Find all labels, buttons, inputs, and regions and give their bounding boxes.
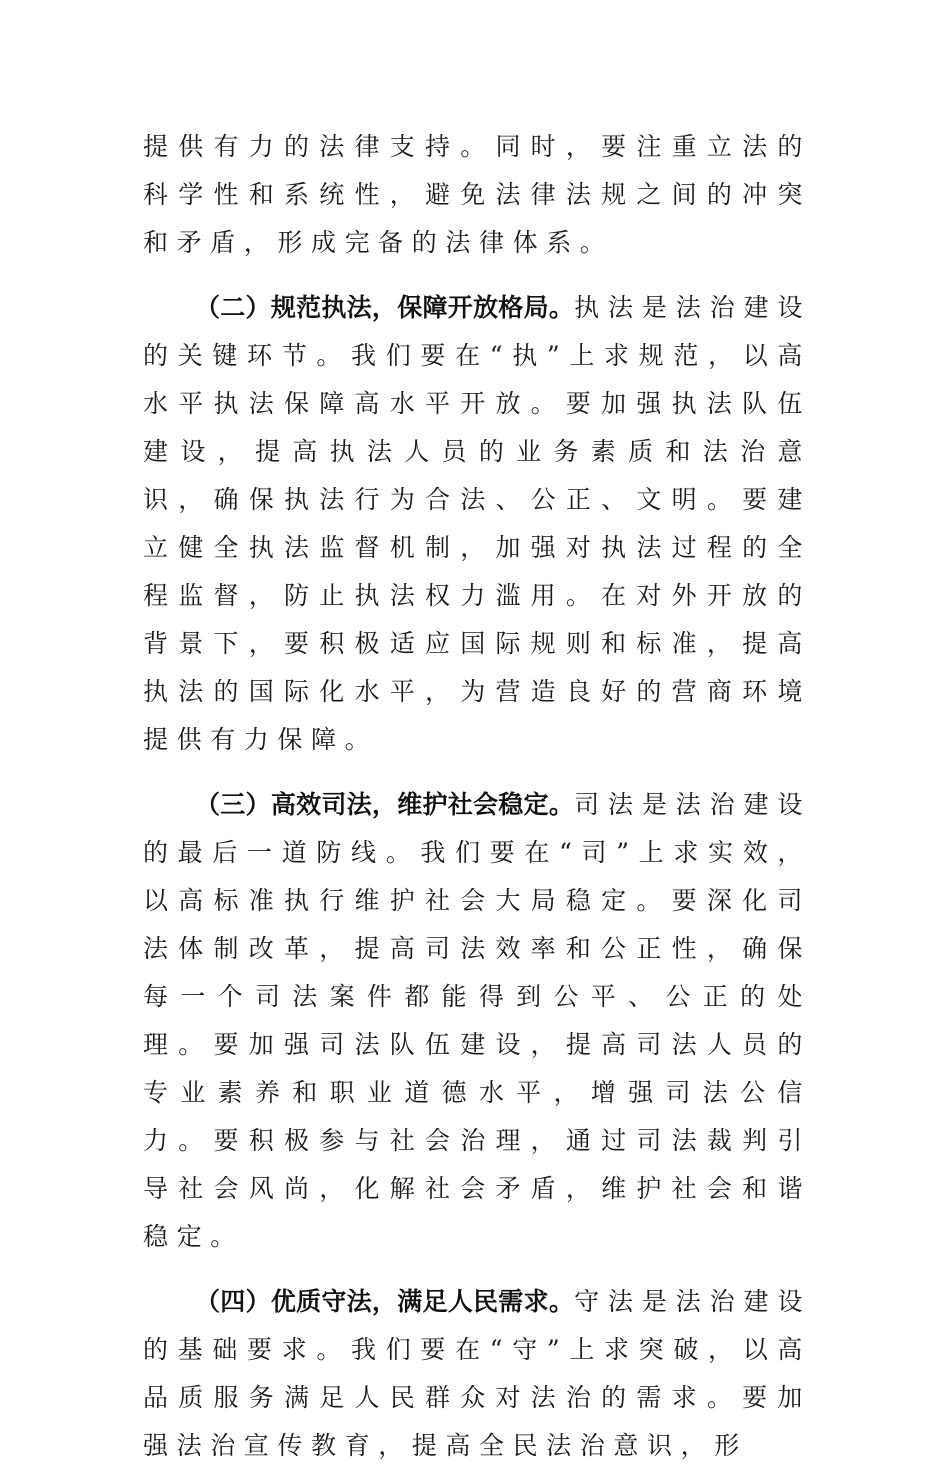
- document-page: [143, 123, 811, 1470]
- section-heading: （二）规范执法，保障开放格局。: [195, 293, 575, 322]
- paragraph-section-4: [143, 1278, 811, 1470]
- paragraph-body: 司法是法治建设的最后一道防线。我们要在“司”上求实效，以高标准执行维护社会大局稳定。要深化司法体制改革，提高司法效率和公正性，确保每一个司法案件都能得到公平、公正的处理。要加强司法队伍建设，提高司法人员的专业素养和职业道德水平，增强司法公信力。要积极参与社会治理，通过司法裁判引导社会风尚，化解社会矛盾，维护社会和谐稳定。: [143, 790, 811, 1251]
- section-heading: （四）优质守法，满足人民需求。: [195, 1287, 575, 1316]
- paragraph-section-2: [143, 284, 811, 764]
- paragraph-body: 执法是法治建设的关键环节。我们要在“执”上求规范，以高水平执法保障高水平开放。要加强执法队伍建设，提高执法人员的业务素质和法治意识，确保执法行为合法、公正、文明。要建立健全执法监督机制，加强对执法过程的全程监督，防止执法权力滥用。在对外开放的背景下，要积极适应国际规则和标准，提高执法的国际化水平，为营造良好的营商环境提供有力保障。: [143, 293, 811, 754]
- paragraph-continuation: [143, 123, 811, 267]
- section-heading: （三）高效司法，维护社会稳定。: [195, 790, 575, 819]
- paragraph-body: 守法是法治建设的基础要求。我们要在“守”上求突破，以高品质服务满足人民群众对法治的需求。要加强法治宣传教育，提高全民法治意识，形: [143, 1287, 811, 1460]
- paragraph-section-3: [143, 781, 811, 1261]
- paragraph-body: 提供有力的法律支持。同时，要注重立法的科学性和系统性，避免法律法规之间的冲突和矛盾，形成完备的法律体系。: [143, 132, 811, 257]
